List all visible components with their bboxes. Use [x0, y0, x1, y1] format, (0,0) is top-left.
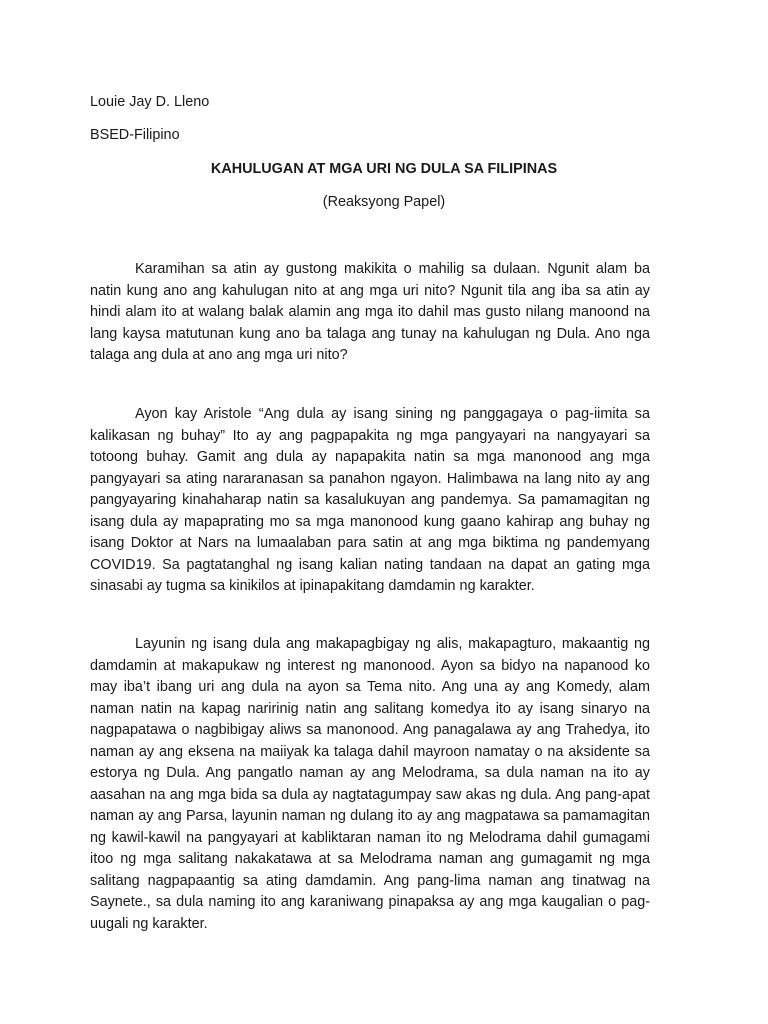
paragraph-2: Ayon kay Aristole “Ang dula ay isang sining ng panggagaya o pag-iimita sa kalikasan ng buhay” Ito ay ang pagpapakita ng mga pangyayari na nangyayari sa totoong buhay. Gamit ang dula ay napapakita natin sa mga manonood ang mga pangyayari sa ating nararanasan sa panahon ngayon. Halimbawa na lang nito ay ang pangyayaring kinahaharap natin sa kasalukuyan ang pandemya. Sa pamamagitan ng isang dula ay mapaprating mo sa mga manonood kung gaano kahirap ang buhay ng isang Doktor at Nars na lumaalaban para satin at ang mga biktima ng pandemyang COVID19. Sa pagtatanghal ng isang kalian nating tandaan na dapat an gating mga sinasabi ay tugma sa kinikilos at ipinapakitang damdamin ng karakter.	[90, 406, 650, 594]
paragraph-3: Layunin ng isang dula ang makapagbigay ng alis, makapagturo, makaantig ng damdamin at makapukaw ng interest ng manonood. Ayon sa bidyo na napanood ko may iba’t ibang uri ang dula na ayon sa Tema nito. Ang una ay ang Komedy, alam naman natin na kapag naririnig natin ang salitang komedya ito ay isang sinaryo na nagpapatawa o nagbibigay aliws sa manonood. Ang panagalawa ay ang Trahedya, ito naman ay ang eksena na maiiyak ka talaga dahil mayroon namatay o na aksidente sa estorya ng Dula. Ang pangatlo naman ay ang Melodrama, sa dula naman na ito ay aasahan na ang mga bida sa dula ay nagtatagumpay saw akas ng dula. Ang pang-apat naman ay ang Parsa, layunin naman ng dulang ito ay ang magpatawa sa pamamagitan ng kawil-kawil na pangyayari at kabliktaran naman ito ng Melodrama dahil gumagami itoo ng mga salitang nakakatawa at sa Melodrama naman ang gumagamit ng mga salitang nagpapaantig sa ating damdamin. Ang pang-lima naman ang tinatwag na Saynete., sa dula naming ito ang karaniwang pinapaksa ay ang mga kaugalian o pag-uugali ng karakter.	[90, 636, 650, 932]
document-subtitle: (Reaksyong Papel)	[322, 194, 446, 210]
author-name: Louie Jay D. Lleno	[90, 94, 210, 110]
document-title: KAHULUGAN AT MGA URI NG DULA SA FILIPINAS	[210, 161, 558, 177]
course-label: BSED-Filipino	[90, 127, 180, 143]
paragraph-1: Karamihan sa atin ay gustong makikita o mahilig sa dulaan. Ngunit alam ba natin kung ano ang kahulugan nito at ang mga uri nito? Ngunit tila ang iba sa atin ay hindi alam ito at walang balak alamin ang mga ito dahil mas gusto nilang manoond na lang kaysa matutunan kung ano ba talaga ang tunay na kahulugan ng Dula. Ano nga talaga ang dula at ano ang mga uri nito?	[90, 261, 650, 363]
